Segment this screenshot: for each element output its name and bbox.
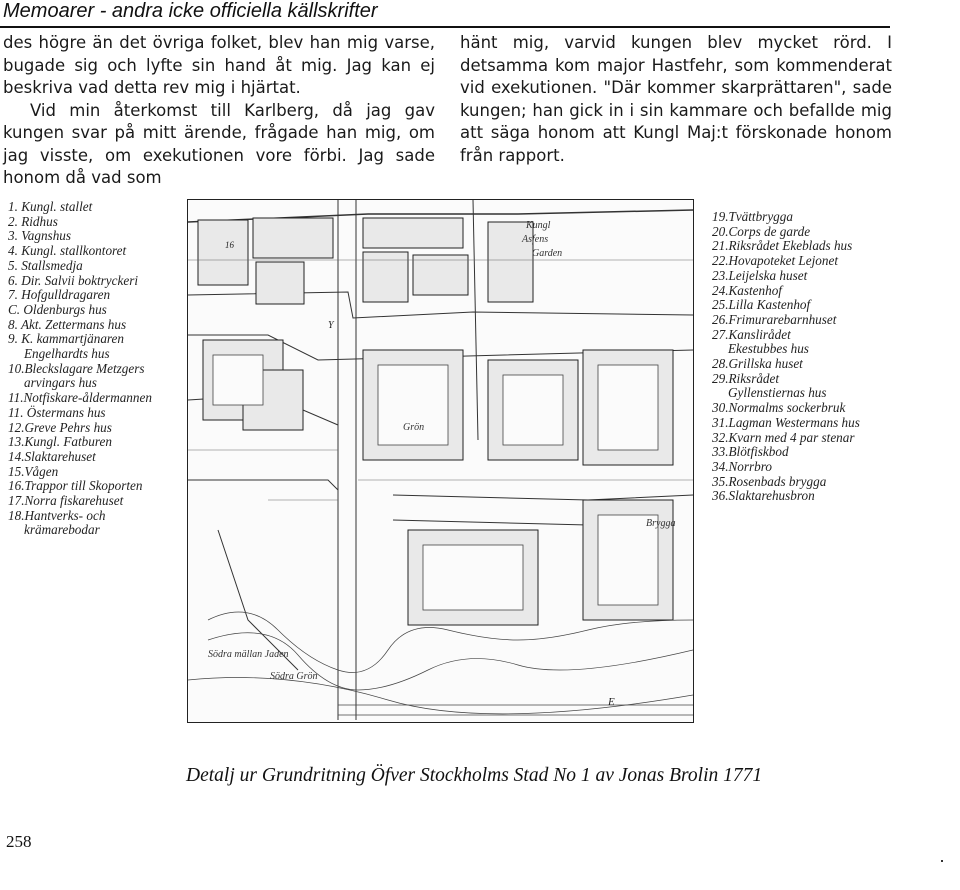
legend-item: 26.Frimurarebarnhuset [712, 311, 837, 327]
historical-map [187, 199, 694, 723]
legend-item: 21.Riksrådet Ekeblads hus [712, 238, 853, 254]
legend-item: 13.Kungl. Fatburen [8, 434, 112, 450]
body-column-right [460, 32, 892, 167]
print-speck [941, 860, 943, 862]
legend-item: Ekestubbes hus [728, 341, 809, 357]
legend-item: 25.Lilla Kastenhof [712, 297, 811, 313]
legend-item: Gyllenstiernas hus [728, 385, 827, 401]
legend-item: 35.Rosenbads brygga [712, 473, 827, 489]
paragraph: hänt mig, varvid kungen blev mycket rörd. I detsamma kom major Hastfehr, som kommenderat vid exekutionen. "Där kommer skarprättaren", sade kungen; han gick in i sin kammare och befallde mig att säga honom att Kungl Maj:t förskonade honom från rapport. [460, 33, 892, 165]
legend-item: 7. Hofgulldragaren [8, 287, 111, 303]
map-label: 16 [225, 240, 234, 250]
legend-item: 6. Dir. Salvii boktryckeri [8, 272, 139, 288]
legend-item: 36.Slaktarehusbron [712, 488, 815, 504]
map-label-sodra-gron: Södra Grön [270, 671, 318, 682]
paragraph: des högre än det övriga folket, blev han mig varse, bugade sig och lyfte sin hand åt mig. Jag kan ej beskriva vad detta rev mig i hjärtat. [3, 33, 435, 97]
legend-item: 3. Vagnshus [8, 228, 72, 244]
legend-item: 5. Stallsmedja [8, 257, 83, 273]
legend-item: C. Oldenburgs hus [8, 301, 107, 317]
legend-item: 19.Tvättbrygga [712, 209, 793, 224]
legend-item: krämarebodar [24, 522, 100, 538]
legend-item: 11.Notfiskare-åldermannen [8, 390, 152, 406]
legend-item: 20.Corps de garde [712, 223, 811, 239]
legend-item: arvingars hus [24, 375, 97, 391]
legend-item: 31.Lagman Westermans hus [712, 414, 860, 430]
running-header [0, 0, 890, 26]
map-legend-right [712, 210, 922, 504]
legend-item: 34.Norrbro [712, 458, 772, 474]
legend-item: 14.Slaktarehuset [8, 448, 96, 464]
legend-item: 17.Norra fiskarehuset [8, 493, 124, 509]
legend-item: 9. K. kammartjänaren [8, 331, 124, 347]
map-label-sodra-mallen: Södra mällan Jaden [208, 649, 289, 660]
legend-item: 24.Kastenhof [712, 282, 782, 298]
map-label-asfens: Asfens [522, 234, 549, 245]
legend-item: 33.Blötfiskbod [712, 444, 789, 460]
legend-item: 27.Kanslirådet [712, 326, 791, 342]
running-header-title: Memoarer - andra icke officiella källskrifter [3, 0, 378, 22]
legend-item: 30.Normalms sockerbruk [712, 400, 846, 416]
map-caption: Detalj ur Grundritning Öfver Stockholms Stad No 1 av Jonas Brolin 1771 [186, 765, 763, 786]
map-legend-left [8, 200, 188, 538]
body-column-left [3, 32, 435, 190]
legend-item: 29.Riksrådet [712, 370, 780, 386]
legend-item: 8. Akt. Zettermans hus [8, 316, 127, 332]
legend-item: 22.Hovapoteket Lejonet [712, 253, 838, 269]
map-label: Y [328, 320, 334, 331]
page-number: 258 [6, 832, 32, 851]
map-label: E [608, 696, 615, 708]
legend-item: 4. Kungl. stallkontoret [8, 243, 127, 259]
legend-item: 32.Kvarn med 4 par stenar [712, 429, 855, 445]
legend-item: 12.Greve Pehrs hus [8, 419, 112, 435]
legend-item: 11. Östermans hus [8, 404, 106, 420]
header-rule [0, 26, 890, 28]
paragraph: Vid min återkomst till Karlberg, då jag gav kungen svar på mitt ärende, frågade han mig, om jag visste, om exekutionen vore förbi. Jag sade honom då vad som [3, 100, 435, 187]
legend-item: 10.Bleckslagare Metzgers [8, 360, 145, 376]
map-label-gron: Grön [403, 422, 425, 433]
legend-item: 16.Trappor till Skoporten [8, 478, 143, 494]
map-label-brygga: Brygga [646, 518, 676, 529]
legend-item: Engelhardts hus [24, 346, 110, 362]
legend-item: 1. Kungl. stallet [8, 199, 93, 214]
legend-item: 2. Ridhus [8, 213, 58, 229]
map-label-kungl: Kungl [526, 220, 551, 231]
legend-item: 28.Grillska huset [712, 356, 803, 372]
legend-item: 15.Vågen [8, 463, 59, 479]
legend-item: 23.Leijelska huset [712, 267, 808, 283]
map-label-garden: Garden [532, 248, 563, 259]
map-drawing [188, 200, 693, 722]
legend-item: 18.Hantverks- och [8, 507, 106, 523]
